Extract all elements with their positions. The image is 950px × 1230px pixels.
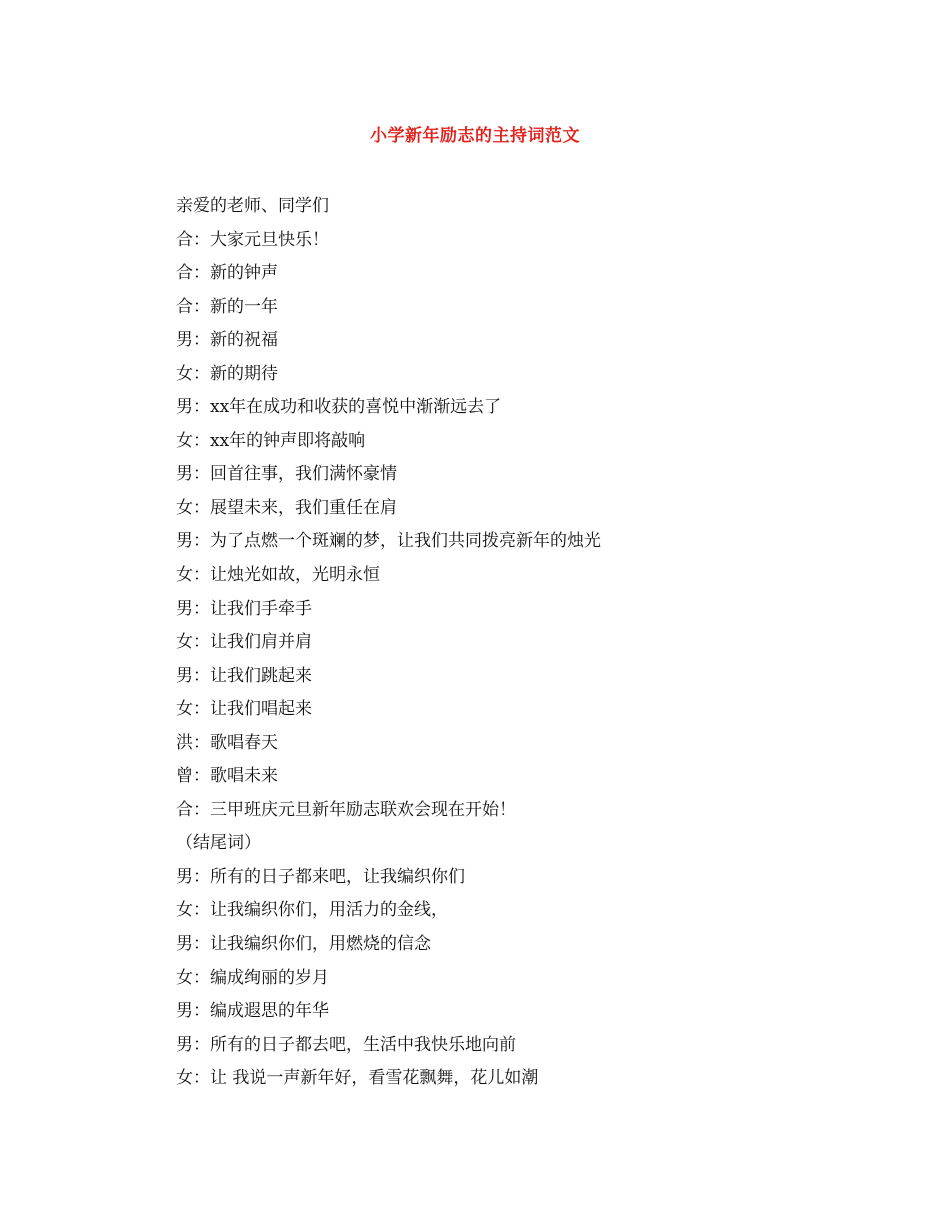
script-line: 合：三甲班庆元旦新年励志联欢会现在开始！ <box>176 799 516 820</box>
script-line: 女：展望未来，我们重任在肩 <box>176 497 397 518</box>
script-line: 男：让我编织你们，用燃烧的信念 <box>176 934 431 955</box>
script-line: 女：新的期待 <box>176 363 278 384</box>
script-line: 女：让我编织你们，用活力的金线， <box>176 900 448 921</box>
script-line: 洪：歌唱春天 <box>176 732 278 753</box>
script-line: 曾：歌唱未来 <box>176 766 278 787</box>
script-line: 男：为了点燃一个斑斓的梦，让我们共同拨亮新年的烛光 <box>176 531 601 552</box>
script-line: 女：让烛光如故，光明永恒 <box>176 565 380 586</box>
document-title: 小学新年励志的主持词范文 <box>370 126 580 146</box>
script-line: 男：编成遐思的年华 <box>176 1001 329 1022</box>
script-line: 女：让我们唱起来 <box>176 699 312 720</box>
script-line: 女：让我们肩并肩 <box>176 632 312 653</box>
script-line: 合：新的一年 <box>176 296 278 317</box>
script-line: （结尾词） <box>176 833 261 854</box>
script-line: 女：让 我说一声新年好，看雪花飘舞，花儿如潮 <box>176 1068 539 1089</box>
script-line: 合：新的钟声 <box>176 263 278 284</box>
script-line: 亲爱的老师、同学们 <box>176 196 329 216</box>
script-line: 男：所有的日子都去吧，生活中我快乐地向前 <box>176 1034 516 1055</box>
script-line: 男：所有的日子都来吧，让我编织你们 <box>176 866 465 887</box>
script-line: 女：编成绚丽的岁月 <box>176 967 329 988</box>
script-line: 男：让我们手牵手 <box>176 598 312 619</box>
script-line: 男：xx年在成功和收获的喜悦中渐渐远去了 <box>176 397 502 418</box>
script-line: 男：让我们跳起来 <box>176 665 312 686</box>
script-lines <box>176 193 816 1099</box>
script-line: 男：回首往事，我们满怀豪情 <box>176 464 397 485</box>
script-line: 女：xx年的钟声即将敲响 <box>176 430 366 451</box>
script-line: 男：新的祝福 <box>176 330 278 351</box>
script-line: 合：大家元旦快乐！ <box>176 229 329 250</box>
